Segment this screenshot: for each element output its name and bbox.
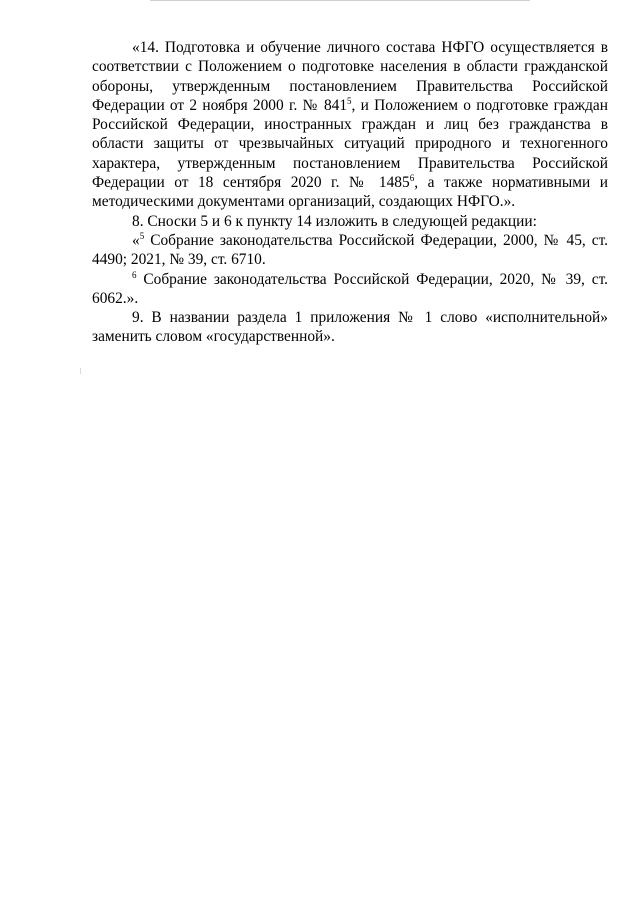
- item14-text-part1: «14. Подготовка и обучение личного состава НФГО осуществляется в соответствии с Положением о подготовке населения в области гражданской обороны, утвержденным постановлением Правительства Российской Федерации от 2 ноября 2000 г. № 841: [92, 39, 608, 114]
- scan-edge-line: [150, 0, 530, 1]
- footnote-ref-5: 5: [347, 95, 352, 106]
- footnote-6-number: 6: [132, 269, 137, 280]
- item14-text-part2: , и Положением о подготовке граждан Российской Федерации, иностранных граждан и лиц без гражданства в области защиты от чрезвычайных ситуаций природного и техногенного характера, утвержденным постановлением Правительства Российской Федерации от 18 сентября 2020 г. № 1485: [92, 96, 608, 192]
- scan-margin-mark: [80, 368, 81, 374]
- footnote-ref-6: 6: [409, 172, 415, 183]
- footnote-5-number: 5: [139, 230, 145, 241]
- paragraph-item-9: 9. В названии раздела 1 приложения № 1 слово «исполнительной» заменить словом «государственной».: [92, 309, 608, 346]
- footnote-5-paragraph: [92, 231, 608, 270]
- paragraph-item-14: [92, 38, 608, 212]
- footnote-5-text: Собрание законодательства Российской Федерации, 2000, № 45, ст. 4490; 2021, № 39, ст. 6710.: [92, 231, 608, 269]
- footnote-5-open-quote: «: [132, 231, 140, 249]
- item14-text-part3: , а также нормативными и методическими документами организаций, создающих НФГО.».: [92, 174, 608, 211]
- footnote-6-paragraph: [92, 270, 608, 309]
- document-body: [92, 38, 608, 347]
- paragraph-item-8: 8. Сноски 5 и 6 к пункту 14 изложить в следующей редакции:: [132, 212, 537, 230]
- footnote-6-text: Собрание законодательства Российской Федерации, 2020, № 39, ст. 6062.».: [92, 270, 608, 307]
